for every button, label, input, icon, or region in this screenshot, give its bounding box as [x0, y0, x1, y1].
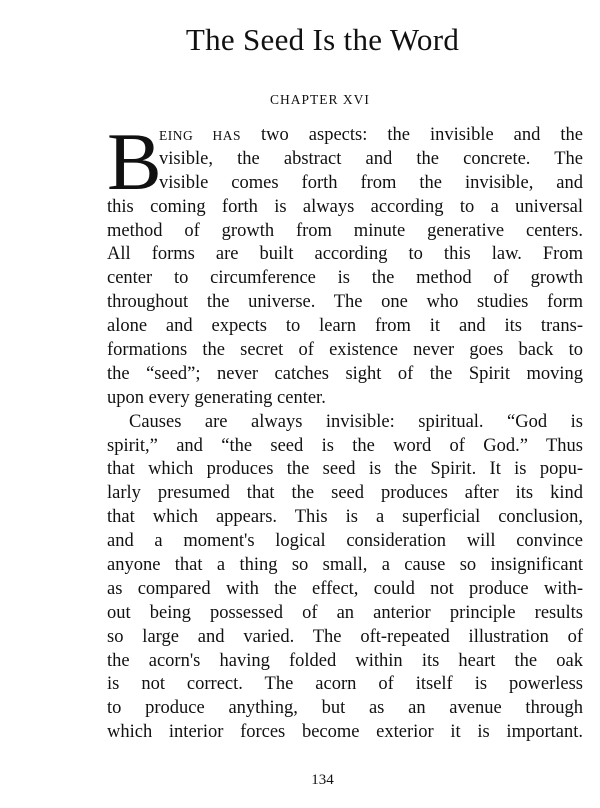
text-line: out being possessed of an anterior principle results [107, 602, 583, 623]
text-line: formations the secret of existence never goes back to [107, 340, 583, 361]
text-line: spirit,” and “the seed is the word of God.” Thus [107, 435, 583, 456]
text-line: Causes are always invisible: spiritual. “God is [129, 411, 583, 432]
text-line: the acorn's having folded within its heart the oak [107, 650, 583, 671]
text-line: upon every generating center. [107, 387, 326, 408]
text-line: the “seed”; never catches sight of the Spirit moving [107, 363, 583, 384]
text-line: so large and varied. The oft-repeated illustration of [107, 626, 583, 647]
text-line: throughout the universe. The one who studies form [107, 292, 583, 313]
text-line: to produce anything, but as an avenue through [107, 698, 583, 719]
text-line: that which produces the seed is the Spirit. It is popu- [107, 459, 583, 480]
text-line: as compared with the effect, could not produce with- [107, 578, 583, 599]
first-line-text: two aspects: the invisible and the [241, 125, 584, 145]
text-line: larly presumed that the seed produces after its kind [107, 483, 583, 504]
body-text [107, 116, 584, 745]
text-line: anyone that a thing so small, a cause so insignificant [107, 555, 583, 576]
text-line: this coming forth is always according to a universal [107, 196, 583, 217]
text-line: visible comes forth from the invisible, and [159, 172, 583, 193]
page-title: The Seed Is the Word [185, 22, 460, 57]
page-number: 134 [311, 772, 334, 788]
chapter-heading: CHAPTER XVI [270, 92, 370, 107]
text-line: is not correct. The acorn of itself is powerless [107, 674, 583, 695]
text-line: that which appears. This is a superficial conclusion, [107, 507, 583, 528]
text-line [107, 124, 583, 148]
small-caps-opening: EING HAS [159, 128, 242, 143]
text-line: center to circumference is the method of growth [107, 268, 583, 289]
text-line: method of growth from minute generative centers. [107, 220, 583, 241]
drop-cap: B [107, 116, 162, 207]
text-line: alone and expects to learn from it and its trans- [107, 316, 583, 337]
text-line: and a moment's logical consideration will convince [107, 531, 583, 552]
text-line: All forms are built according to this law. From [107, 244, 583, 265]
text-line: visible, the abstract and the concrete. The [159, 148, 583, 169]
text-line: which interior forces become exterior it is important. [107, 722, 583, 743]
